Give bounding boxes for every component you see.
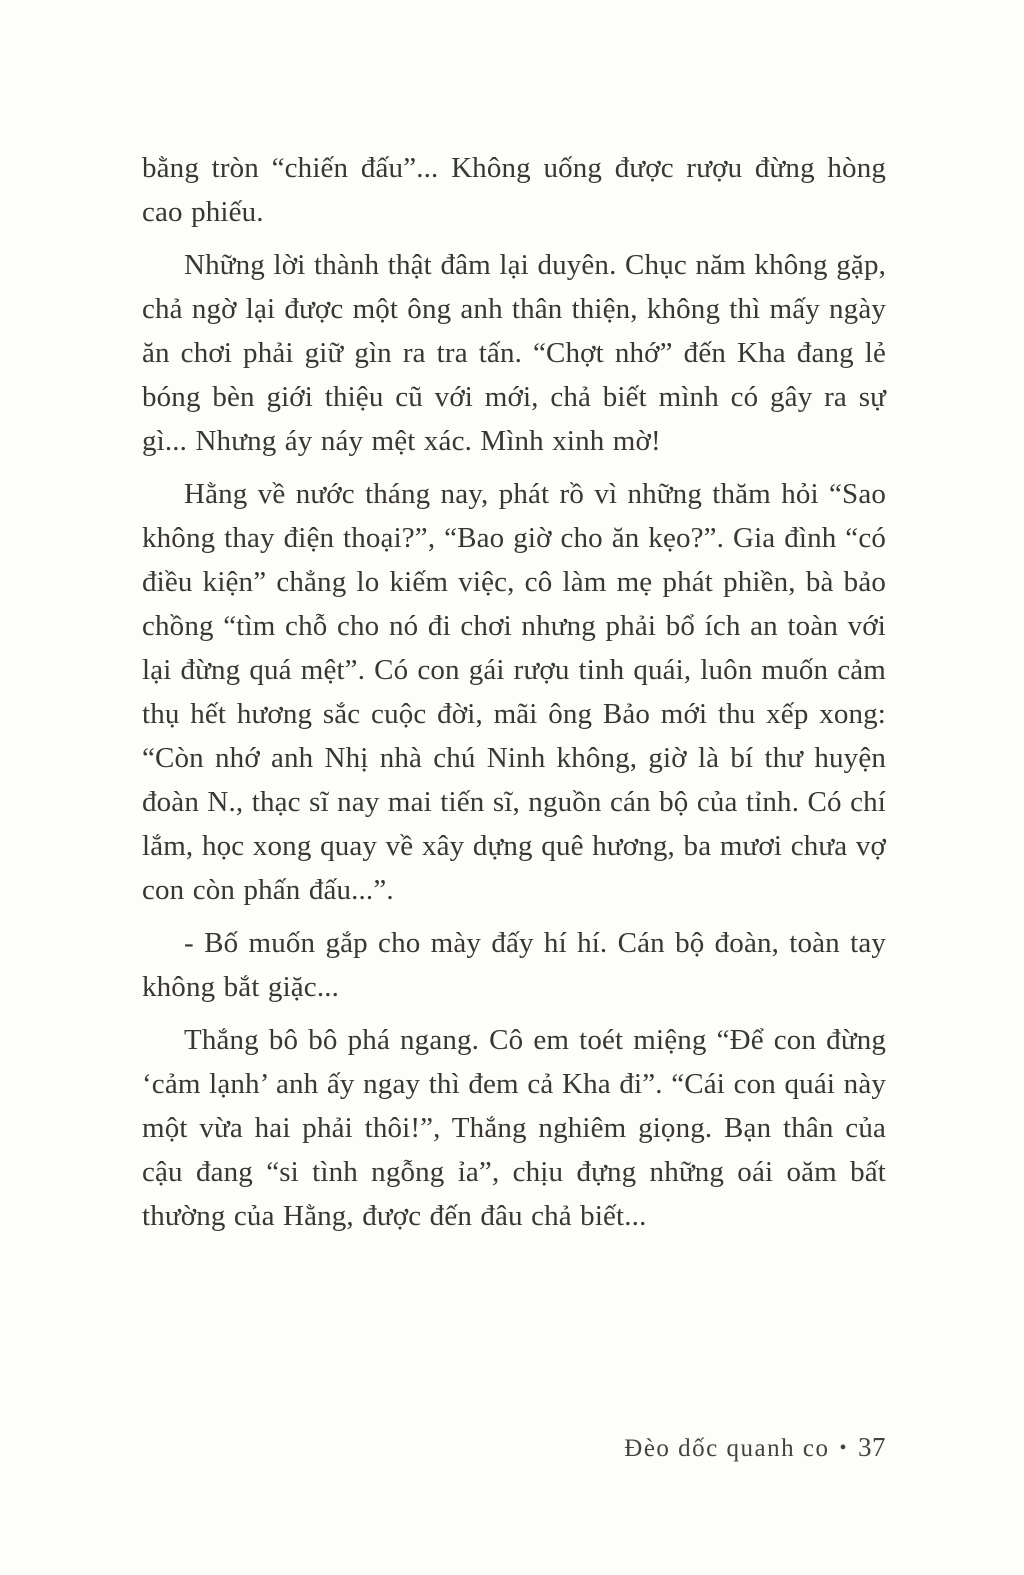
- page-text-block: [142, 146, 886, 1247]
- paragraph: Những lời thành thật đâm lại duyên. Chục năm không gặp, chả ngờ lại được một ông anh thân thiện, không thì mấy ngày ăn chơi phải giữ gìn ra tra tấn. “Chợt nhớ” đến Kha đang lẻ bóng bèn giới thiệu cũ với mới, chả biết mình có gây ra sự gì... Nhưng áy náy mệt xác. Mình xinh mờ!: [142, 249, 886, 457]
- paragraph: - Bố muốn gắp cho mày đấy hí hí. Cán bộ đoàn, toàn tay không bắt giặc...: [142, 927, 886, 1003]
- paragraph: bằng tròn “chiến đấu”... Không uống được rượu đừng hòng cao phiếu.: [142, 152, 886, 228]
- footer-page-number: 37: [858, 1432, 886, 1462]
- page-footer: [624, 1432, 886, 1463]
- footer-separator-bullet: •: [839, 1437, 848, 1459]
- footer-book-title: Đèo dốc quanh co: [624, 1435, 830, 1462]
- paragraph: Thắng bô bô phá ngang. Cô em toét miệng “Để con đừng ‘cảm lạnh’ anh ấy ngay thì đem cả Kha đi”. “Cái con quái này một vừa hai phải thôi!”, Thắng nghiêm giọng. Bạn thân của cậu đang “si tình ngỗng ỉa”, chịu đựng những oái oăm bất thường của Hằng, được đến đâu chả biết...: [142, 1024, 886, 1232]
- paragraph: Hằng về nước tháng nay, phát rồ vì những thăm hỏi “Sao không thay điện thoại?”, “Bao giờ cho ăn kẹo?”. Gia đình “có điều kiện” chẳng lo kiếm việc, cô làm mẹ phát phiền, bà bảo chồng “tìm chỗ cho nó đi chơi nhưng phải bổ ích an toàn với lại đừng quá mệt”. Có con gái rượu tinh quái, luôn muốn cảm thụ hết hương sắc cuộc đời, mãi ông Bảo mới thu xếp xong: “Còn nhớ anh Nhị nhà chú Ninh không, giờ là bí thư huyện đoàn N., thạc sĩ nay mai tiến sĩ, nguồn cán bộ của tỉnh. Có chí lắm, học xong quay về xây dựng quê hương, ba mươi chưa vợ con còn phấn đấu...”.: [142, 478, 886, 906]
